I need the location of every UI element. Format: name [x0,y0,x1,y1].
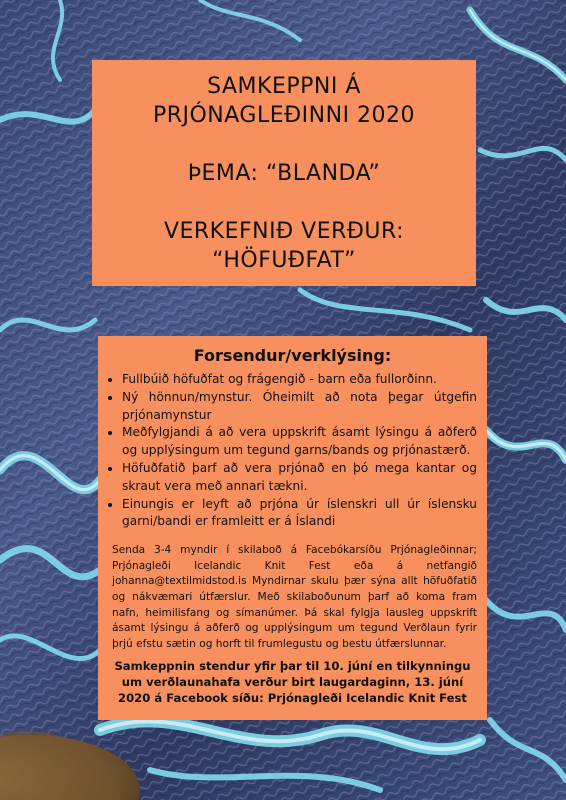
details-heading: Forsendur/verklýsing: [193,346,392,365]
rule-item: • Ný hönnun/mynstur. Óheimilt að nota þegar útgefin prjónamynstur [122,389,477,425]
deadline-text: Samkeppnin stendur yfir þar til 10. júní en tilkynningu um verðlaunahafa verður birt laugardaginn, 13. júní 2020 á Facebook síðu: Prjónagleði Icelandic Knit Fest [114,659,471,706]
details-panel [98,336,487,720]
theme-line: ÞEMA: “BLANDA” [187,161,381,186]
title-line-1: SAMKEPPNI Á [207,74,361,99]
rule-item: • Einungis er leyft að prjóna úr íslenskri ull úr íslensku garni/bandi er framleitt er á Íslandi [122,496,477,532]
task-line-2: “HÖFUÐFAT” [212,248,356,273]
rule-item: • Fullbúið höfuðfat og frágengið - barn eða fullorðinn. [122,371,477,389]
title-panel [92,60,476,286]
submission-instructions: Senda 3-4 myndir í skilaboð á Facebókarsíðu Prjónagleðinnar; Prjónagleði Icelandic Knit Fest eða á netfangið johanna@textilmidstod.is Myndirnar skulu þær sýna allt höfuðfatið og nákvæmari útfærslur. Með skilaboðunum þarf að koma fram nafn, heimilisfang og símanúmer. Þá skal fylgja lausleg uppskrift ásamt lýsingu á aðferð og upplýsingum um tegund Verðlaun fyrir þrjú efstu sætin og horft til frumlegustu og bestu útfærslunnar. [112,544,477,650]
rule-item: • Höfuðfatið þarf að vera prjónað en þó mega kantar og skraut vera með annari tækni. [122,460,477,496]
rules-list [98,371,487,531]
rule-item: • Meðfylgjandi á að vera uppskrift ásamt lýsingu á aðferð og upplýsingum um tegund garns/bands og prjónastærð. [122,424,477,460]
task-line-1: VERKEFNIÐ VERÐUR: [163,219,405,244]
title-line-2: PRJÓNAGLEÐINNI 2020 [152,103,416,128]
